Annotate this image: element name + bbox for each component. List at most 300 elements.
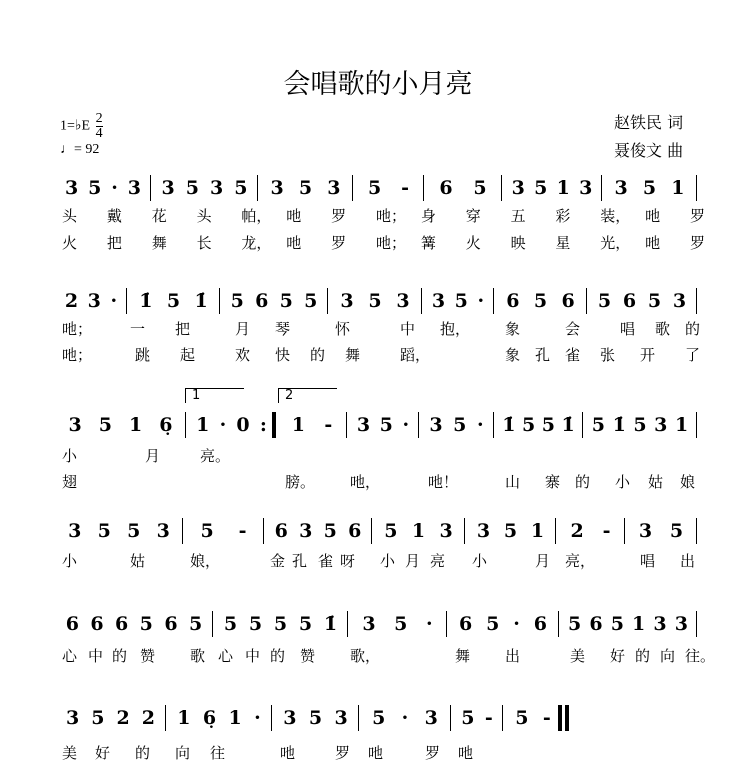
lyric-syllable: 吔， [350,473,381,491]
note: 3 [66,707,80,729]
lyric-syllable: 象 [505,320,521,338]
note: 1̇ [194,290,208,312]
barline [582,412,583,438]
volta-bracket-1: 1 [185,388,244,403]
note: : [259,414,267,436]
note: 6 [164,613,178,635]
note: 1̇ [502,414,516,436]
lyric-syllable: 娘， [190,552,221,570]
lyric-syllable: 蹈， [400,346,431,364]
lyric-syllable: 吔 [286,207,302,225]
note: 5 [91,707,105,729]
note: 5 [188,613,203,635]
note: 6 [255,290,269,312]
note: 1̇ [323,613,338,635]
lyricist-credit: 赵铁民 词 [614,113,684,132]
note: 6 [589,613,603,635]
note: 3 [638,520,653,542]
barline [352,175,353,201]
lyric-syllable: 月 [405,552,421,570]
lyric-syllable: 唱 [620,320,636,338]
note: 3 [68,414,82,436]
note: 5 [394,613,408,635]
barline [150,175,151,201]
lyric-syllable: 美 [62,744,78,762]
measure [561,516,620,546]
lyric-syllable: 歌， [350,647,381,665]
note: 3 [674,613,688,635]
barline [446,611,447,637]
note: 5 [200,520,214,542]
lyric-syllable: 往 [210,744,226,762]
note: 2 [141,707,155,729]
key-signature [60,112,103,141]
note: 5 [597,290,612,312]
note: 1̇ [139,290,153,312]
note: 5 [166,290,181,312]
barline [696,175,697,201]
lyric-syllable: 月 [235,320,251,338]
lyric-syllable: 心 [218,647,234,665]
measure [269,516,367,546]
note: 5 [127,520,141,542]
barline [263,518,264,544]
lyric-syllable: 中 [400,320,416,338]
note: 5 [230,290,244,312]
barline [182,518,183,544]
note: 3 [429,414,443,436]
lyric-syllable: 歌 [655,320,671,338]
lyric-syllable: 吔 [368,744,384,762]
note: 3 [424,707,438,729]
score-row [0,609,750,639]
measure [352,410,414,440]
note: 5 [223,613,238,635]
note: 3 [654,414,668,436]
note: 5 [453,414,467,436]
barline [501,175,502,201]
note: - [542,707,551,729]
lyric-syllable: 出 [505,647,521,665]
note: 1̇ [561,414,575,436]
lyric-syllable: 罗 [335,744,351,762]
barline [272,412,276,438]
note: 5 [473,177,487,199]
measure [225,286,323,316]
note: · [477,414,484,436]
barline [601,175,602,201]
note: 5 [139,613,153,635]
measure [263,173,348,203]
note: 5 [541,414,555,436]
note: 1 [674,414,689,436]
note: 3 [614,177,628,199]
note: - [238,520,247,542]
lyric-syllable: 出 [680,552,696,570]
measure [188,516,259,546]
lyric-syllable: 长 [196,234,212,252]
note: 5 [88,177,102,199]
lyric-syllable: 抱， [440,320,471,338]
lyric-syllable: 赞 [140,647,156,665]
lyric-syllable: 雀 [565,346,581,364]
lyric-syllable: 往。 [685,647,716,665]
lyric-syllable: 吔 [645,234,661,252]
barline [371,518,372,544]
song-title: 会唱歌的小月亮 [283,69,473,100]
note: 5 [486,613,500,635]
measure [156,173,253,203]
lyric-syllable: 头 [62,207,78,225]
measure [452,609,554,639]
note: 3 [283,707,297,729]
measure [424,410,489,440]
measure [429,173,497,203]
note: 3 [270,177,284,199]
note: 5 [98,414,112,436]
lyric-syllable: 穿 [465,207,481,225]
lyric-syllable: 的 [635,647,651,665]
measure [191,410,272,440]
measure [353,609,442,639]
note: 3 [439,520,453,542]
lyric-syllable: 吔！ [428,473,459,491]
lyric-syllable: 吔 [286,234,302,252]
lyric-syllable: 篝 [420,234,436,252]
lyric-syllable: 吔； [62,346,93,364]
note: - [484,707,493,729]
key-tonic: 1=♭E [60,118,91,134]
note: - [602,520,611,542]
note: 5 [522,414,536,436]
lyric-syllable: 罗 [425,744,441,762]
lyric-syllable: 小 [380,552,396,570]
note: 1 [177,707,191,729]
lyric-syllable: 好 [95,744,111,762]
lyric-syllable: 小 [615,473,631,491]
note: 6 [622,290,637,312]
lyric-syllable: 亮， [565,552,596,570]
barline [502,705,503,731]
note: 3 [340,290,354,312]
lyric-syllable: 琴 [275,320,291,338]
lyric-syllable: 帕， [241,207,272,225]
lyric-syllable: 吔 [280,744,296,762]
measure [218,609,343,639]
note: 3 [64,177,79,199]
measure [630,516,692,546]
note: 6 [65,613,79,635]
lyric-syllable: 的 [685,320,701,338]
note: 5 [379,414,393,436]
note: 3 [362,613,376,635]
barline [327,288,328,314]
lyric-syllable: 心 [62,647,78,665]
note: 5 [503,520,518,542]
lyric-syllable: 快 [275,346,291,364]
barline [624,518,625,544]
barline [347,611,348,637]
measure [364,703,446,733]
note: 6 [115,613,129,635]
lyric-syllable: 娘 [680,473,696,491]
barline [346,412,347,438]
lyric-syllable: 光， [600,234,631,252]
lyric-syllable: 呀 [340,552,356,570]
measure [282,410,342,440]
note: 5 [248,613,263,635]
note: 6̣ [159,414,173,436]
lyric-syllable: 戴 [106,207,122,225]
barline [696,611,697,637]
measure [60,410,181,440]
barline [586,288,587,314]
lyric-syllable: 翅 [62,473,78,491]
barline [493,412,494,438]
note: 5 [308,707,323,729]
lyric-syllable: 星 [555,234,571,252]
barline [219,288,220,314]
lyric-syllable: 的 [310,346,326,364]
measure [60,286,122,316]
note: 3 [431,290,446,312]
final-barline [565,705,569,731]
note: 5 [454,290,468,312]
note: 5 [185,177,199,199]
lyric-syllable: 把 [175,320,191,338]
note: · [402,414,410,436]
note: 5 [642,177,657,199]
note: 5 [647,290,662,312]
lyric-syllable: 的 [112,647,128,665]
lyric-syllable: 吔； [376,234,407,252]
composer-credit: 聂俊文 曲 [614,141,684,160]
measure [60,609,208,639]
barline [696,288,697,314]
note: 1 [530,520,545,542]
note: 5 [515,707,529,729]
note: 6 [561,290,575,312]
lyric-syllable: 会 [565,320,581,338]
lyric-syllable: 头 [196,207,212,225]
volta-bracket-2: 2 [278,388,337,403]
lyric-syllable: 小 [62,552,78,570]
barline [558,611,559,637]
measure [470,516,551,546]
barline [257,175,258,201]
time-top: 2 [95,111,103,126]
lyric-syllable: 姑 [648,473,664,491]
barline [696,412,697,438]
note: 1 [291,414,305,436]
lyric-syllable: 舞 [151,234,167,252]
note: 5 [591,414,606,436]
note: 6 [90,613,104,635]
lyric-syllable: 好 [610,647,626,665]
note: 5 [534,177,548,199]
measure [588,410,692,440]
note: · [219,414,227,436]
lyric-syllable: 舞 [345,346,361,364]
note: 1 [228,707,242,729]
measure [60,173,146,203]
lyric-syllable: 花 [151,207,167,225]
note: · [426,613,433,635]
measure [132,286,215,316]
note: 5 [298,613,313,635]
measure [333,286,417,316]
barline [421,288,422,314]
note: 5 [384,520,398,542]
note: 5 [97,520,111,542]
lyric-syllable: 向 [660,647,676,665]
note: 5 [633,414,647,436]
lyric-syllable: 罗 [331,207,347,225]
lyric-syllable: 罗 [331,234,347,252]
score-row [0,516,750,546]
lyric-syllable: 罗 [690,207,706,225]
lyric-syllable: 孔 [292,552,308,570]
barline [450,705,451,731]
lyric-syllable: 欢 [235,346,251,364]
lyric-syllable: 亮。 [200,447,231,465]
lyric-syllable: 罗 [690,234,706,252]
note: 5 [367,177,382,199]
lyric-syllable: 火 [62,234,78,252]
note: 1 [411,520,426,542]
score-row [0,703,750,733]
note: 5 [273,613,288,635]
note: 1 [632,613,646,635]
note: 5 [304,290,318,312]
lyric-syllable: 寨 [545,473,561,491]
measure [427,286,489,316]
note: 3 [356,414,371,436]
measure [358,173,419,203]
note: - [401,177,410,199]
note: 5 [323,520,337,542]
measure [171,703,267,733]
lyric-syllable: 吔； [62,320,93,338]
lyric-syllable: 月 [145,447,161,465]
measure [499,286,582,316]
barline [464,518,465,544]
score-row [0,388,750,440]
lyric-syllable: 装， [600,207,631,225]
barline [423,175,424,201]
lyric-syllable: 姑 [130,552,146,570]
note: 6 [274,520,288,542]
lyric-syllable: 跳 [135,346,151,364]
time-signature [96,112,103,141]
lyric-syllable: 吔 [458,744,474,762]
lyric-syllable: 映 [510,234,526,252]
measure [592,286,692,316]
note: - [324,414,333,436]
lyric-syllable: 彩 [555,207,571,225]
note: · [401,707,409,729]
note: 5 [298,177,313,199]
note: 0 [236,414,250,436]
note: 3 [334,707,348,729]
time-bottom: 4 [95,126,103,141]
note: 5 [610,613,624,635]
note: 5 [368,290,382,312]
lyric-syllable: 月 [535,552,551,570]
lyric-syllable: 中 [245,647,261,665]
measure [508,703,558,733]
note: 5 [279,290,293,312]
note: 3 [127,177,141,199]
measure [377,516,460,546]
lyric-syllable: 的 [270,647,286,665]
note: 1 [196,414,210,436]
measure [507,173,597,203]
measure [607,173,692,203]
lyric-syllable: 张 [600,346,616,364]
note: 3 [511,177,525,199]
note: 3 [68,520,82,542]
note: · [513,613,520,635]
lyric-syllable: 吔； [376,207,407,225]
lyric-syllable: 赞 [300,647,316,665]
note: 6 [348,520,362,542]
barline [185,412,186,438]
lyric-syllable: 了 [685,346,701,364]
tempo-mark: ♩= 92 [60,142,100,157]
note: 3 [653,613,667,635]
barline [558,705,562,731]
note: 1̇ [612,414,626,436]
lyric-syllable: 雀 [318,552,334,570]
note: 6 [458,613,473,635]
lyric-syllable: 把 [106,234,122,252]
barline [493,288,494,314]
lyric-syllable: 小 [62,447,78,465]
lyric-syllable: 象 [505,346,521,364]
note: 3 [672,290,687,312]
note: · [477,290,485,312]
lyric-syllable: 一 [130,320,146,338]
note: 6̣ [202,707,217,729]
lyric-syllable: 孔 [535,346,551,364]
lyric-syllable: 唱 [640,552,656,570]
lyric-syllable: 山 [505,473,521,491]
note: 3 [161,177,175,199]
note: · [111,177,118,199]
note: 6 [533,613,547,635]
note: 5 [568,613,582,635]
barline [555,518,556,544]
measure [60,516,178,546]
score-row [0,173,750,203]
note: 3 [87,290,101,312]
measure [277,703,354,733]
note: 2 [116,707,130,729]
lyric-syllable: 火 [465,234,481,252]
lyric-syllable: 五 [510,207,526,225]
lyric-syllable: 起 [180,346,196,364]
note: 5 [234,177,248,199]
barline [126,288,127,314]
lyric-syllable: 歌 [190,647,206,665]
lyric-syllable: 亮 [430,552,446,570]
barline [165,705,166,731]
note: 5 [372,707,386,729]
lyric-syllable: 舞 [455,647,471,665]
note: 1 [556,177,570,199]
note: 5 [533,290,548,312]
